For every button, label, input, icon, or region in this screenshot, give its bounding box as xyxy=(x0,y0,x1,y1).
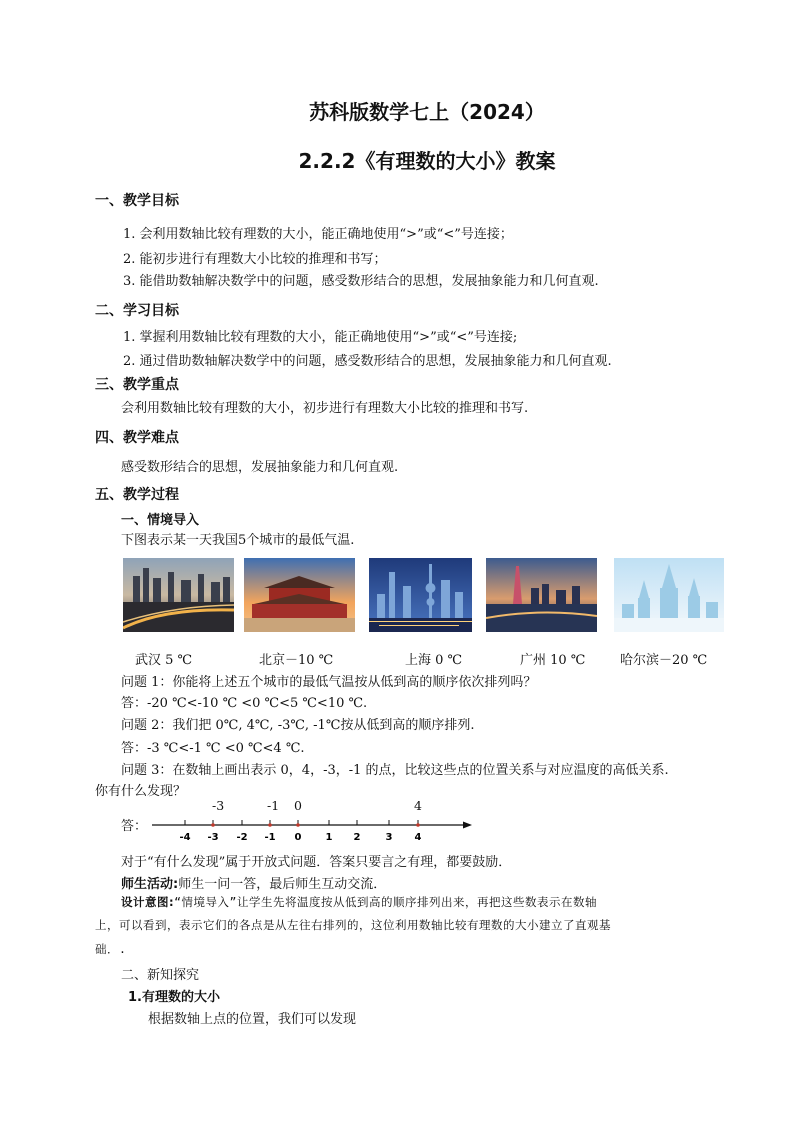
list-item: 3. 能借助数轴解决数学中的问题，感受数形结合的思想，发展抽象能力和几何直观. xyxy=(123,274,599,289)
section-heading-teaching-goals: 一、教学目标 xyxy=(95,193,179,209)
shanghai-photo xyxy=(369,558,472,632)
activity-text: 师生一问一答，最后师生互动交流． xyxy=(178,877,387,892)
section-heading-process: 五、教学过程 xyxy=(95,487,179,503)
guangzhou-photo xyxy=(486,558,597,632)
tick-label: 0 xyxy=(294,832,302,843)
number-line xyxy=(148,796,478,846)
open-question-note: 对于“有什么发现”属于开放式问题．答案只要言之有理，都要鼓励． xyxy=(121,855,512,870)
section-heading-difficulties: 四、教学难点 xyxy=(95,430,179,446)
question-3-continued: 你有什么发现？ xyxy=(95,784,187,799)
marked-label: -1 xyxy=(267,798,280,813)
beijing-photo xyxy=(244,558,355,632)
section-heading-key-points: 三、教学重点 xyxy=(95,377,179,393)
question-3: 问题 3：在数轴上画出表示 0，4，-3，-1 的点，比较这些点的位置关系与对应温度的高低关系. xyxy=(121,763,669,778)
marked-point xyxy=(296,823,300,827)
tick-label: -3 xyxy=(207,832,219,843)
design-line-1: 设计意图:“情境导入”让学生先将温度按从低到高的顺序排列出来，再把这些数表示在数轴 xyxy=(121,895,597,909)
marked-point xyxy=(268,823,272,827)
list-item: 2. 能初步进行有理数大小比较的推理和书写； xyxy=(123,252,387,267)
design-line-3: 础．. xyxy=(95,942,127,956)
tick-label: 4 xyxy=(414,832,422,843)
list-item: 2. 通过借助数轴解决数学中的问题，感受数形结合的思想，发展抽象能力和几何直观. xyxy=(123,354,612,369)
subsection-heading-intro: 一、情境导入 xyxy=(121,513,200,528)
activity-label: 师生活动: xyxy=(121,877,179,892)
marked-point xyxy=(416,823,420,827)
list-item: 1. 掌握利用数轴比较有理数的大小，能正确地使用“>”或“<”号连接; xyxy=(123,330,518,345)
marked-label: 0 xyxy=(294,798,302,813)
design-label: 设计意图: xyxy=(121,895,175,909)
marked-label: -3 xyxy=(212,798,225,813)
section-heading-learning-goals: 二、学习目标 xyxy=(95,303,179,319)
marked-label: 4 xyxy=(414,798,422,813)
page-title: 苏科版数学七上（2024） xyxy=(309,100,545,124)
page-subtitle: 2.2.2《有理数的大小》教案 xyxy=(298,149,556,173)
tick-label: 2 xyxy=(353,832,361,843)
tick-label: 3 xyxy=(385,832,393,843)
answer-3-label: 答： xyxy=(121,819,148,834)
subsection-heading-new-knowledge: 二、新知探究 xyxy=(121,968,200,983)
subsection-rational-size: 1.有理数的大小 xyxy=(128,990,220,1005)
key-points-text: 会利用数轴比较有理数的大小，初步进行有理数大小比较的推理和书写. xyxy=(121,401,529,416)
caption-shanghai: 上海 0 ℃ xyxy=(405,653,463,668)
answer-1: 答：-20 ℃<-10 ℃ <0 ℃<5 ℃<10 ℃. xyxy=(121,696,368,711)
intro-text: 下图表示某一天我国5个城市的最低气温. xyxy=(121,533,355,548)
caption-wuhan: 武汉 5 ℃ xyxy=(135,653,193,668)
activity-line xyxy=(121,873,386,892)
caption-beijing: 北京－10 ℃ xyxy=(259,653,334,668)
harbin-photo xyxy=(614,558,724,632)
closing-text: 根据数轴上点的位置，我们可以发现 xyxy=(148,1012,357,1027)
tick-label: -2 xyxy=(236,832,248,843)
difficulties-text: 感受数形结合的思想，发展抽象能力和几何直观. xyxy=(121,460,399,475)
answer-2: 答：-3 ℃<-1 ℃ <0 ℃<4 ℃. xyxy=(121,741,305,756)
caption-harbin: 哈尔滨－20 ℃ xyxy=(620,653,708,668)
tick-label: -4 xyxy=(179,832,191,843)
axis-arrow xyxy=(463,822,472,829)
question-2: 问题 2：我们把 0℃, 4℃, -3℃, -1℃按从低到高的顺序排列. xyxy=(121,718,475,733)
list-item: 1. 会利用数轴比较有理数的大小，能正确地使用“>”或“<”号连接； xyxy=(123,227,513,242)
marked-point xyxy=(211,823,215,827)
question-1: 问题 1：你能将上述五个城市的最低气温按从低到高的顺序依次排列吗？ xyxy=(121,675,537,690)
tick-label: -1 xyxy=(264,832,276,843)
tick-label: 1 xyxy=(325,832,333,843)
wuhan-photo xyxy=(123,558,234,632)
caption-guangzhou: 广州 10 ℃ xyxy=(520,653,586,668)
design-line-2: 上，可以看到，表示它们的各点是从左往右排列的，这位利用数轴比较有理数的大小建立了直观基 xyxy=(95,918,611,932)
